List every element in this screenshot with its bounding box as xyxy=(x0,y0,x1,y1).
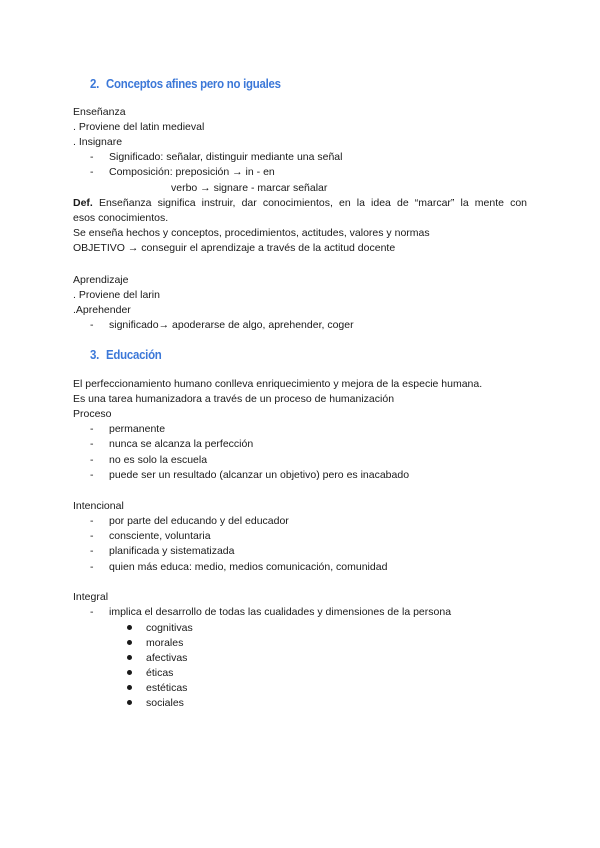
definition-line-2: esos conocimientos. xyxy=(73,212,169,224)
dash-marker: - xyxy=(90,606,94,618)
ensenanza-title: Enseñanza xyxy=(73,106,126,118)
section-heading-2 xyxy=(90,76,281,91)
sub-list-item xyxy=(127,697,184,710)
list-item xyxy=(90,438,254,451)
list-item-text: por parte del educando y del educador xyxy=(109,515,289,527)
list-item xyxy=(90,545,235,558)
bullet-icon xyxy=(127,625,132,630)
list-item xyxy=(90,469,410,482)
list-item-text: implica el desarrollo de todas las cualidades y dimensiones de la persona xyxy=(109,606,452,618)
bullet-icon xyxy=(127,700,132,705)
bullet-icon xyxy=(127,685,132,690)
sub-list-item-text: estéticas xyxy=(146,682,188,694)
education-intro-1: El perfeccionamiento humano conlleva enriquecimiento y mejora de la especie humana. xyxy=(73,378,483,390)
list-item-text: nunca se alcanza la perfección xyxy=(109,438,254,450)
list-item xyxy=(90,530,211,543)
definition-text: Enseñanza significa instruir, dar conocimientos, en la idea de “marcar” la mente con xyxy=(98,197,527,209)
sub-list-item xyxy=(127,667,174,680)
dash-marker: - xyxy=(90,515,94,527)
sub-list-item xyxy=(127,622,193,635)
list-item-text: Significado: señalar, distinguir mediante una señal xyxy=(109,151,343,163)
intencional-title: Intencional xyxy=(73,500,124,512)
bullet-icon xyxy=(127,670,132,675)
list-item xyxy=(90,606,452,619)
list-item xyxy=(90,151,343,164)
list-item-text: Composición: preposición → in - en xyxy=(109,166,275,178)
list-item xyxy=(90,454,208,467)
dash-marker: - xyxy=(90,319,94,331)
list-item xyxy=(90,515,289,528)
section-title: Conceptos afines pero no iguales xyxy=(106,76,281,91)
aprendizaje-title: Aprendizaje xyxy=(73,274,129,286)
integral-title: Integral xyxy=(73,591,109,603)
dash-marker: - xyxy=(90,545,94,557)
list-item-text: puede ser un resultado (alcanzar un objetivo) pero es inacabado xyxy=(109,469,410,481)
list-item-text: permanente xyxy=(109,423,166,435)
list-item-text: no es solo la escuela xyxy=(109,454,208,466)
aprendizaje-origin: . Proviene del larin xyxy=(73,289,160,301)
sub-list-item-text: afectivas xyxy=(146,652,188,664)
sub-list-item-text: morales xyxy=(146,637,184,649)
section-number: 2. xyxy=(90,76,100,91)
verb-line: verbo → signare - marcar señalar xyxy=(171,182,328,194)
section-number: 3. xyxy=(90,347,100,362)
education-intro-2: Es una tarea humanizadora a través de un proceso de humanización xyxy=(73,393,395,405)
dash-marker: - xyxy=(90,469,94,481)
proceso-title: Proceso xyxy=(73,408,112,420)
objective-line: OBJETIVO → conseguir el aprendizaje a través de la actitud docente xyxy=(73,242,396,254)
dash-marker: - xyxy=(90,423,94,435)
list-item xyxy=(90,319,354,332)
sub-list-item-text: cognitivas xyxy=(146,622,193,634)
dash-marker: - xyxy=(90,454,94,466)
list-item xyxy=(90,166,275,179)
definition-label: Def. xyxy=(73,197,93,209)
sub-list-item xyxy=(127,652,188,665)
sub-list-item xyxy=(127,637,184,650)
list-item xyxy=(90,423,166,436)
list-item-text: quien más educa: medio, medios comunicación, comunidad xyxy=(109,561,388,573)
definition-line-1 xyxy=(73,197,527,210)
section-title: Educación xyxy=(106,347,162,362)
list-item-text: consciente, voluntaria xyxy=(109,530,211,542)
section-heading-3 xyxy=(90,347,162,362)
bullet-icon xyxy=(127,640,132,645)
dash-marker: - xyxy=(90,151,94,163)
list-item xyxy=(90,561,388,574)
sub-list-item xyxy=(127,682,188,695)
dash-marker: - xyxy=(90,561,94,573)
sub-list-item-text: sociales xyxy=(146,697,184,709)
aprendizaje-term: .Aprehender xyxy=(73,304,131,316)
dash-marker: - xyxy=(90,166,94,178)
sub-list-item-text: éticas xyxy=(146,667,174,679)
bullet-icon xyxy=(127,655,132,660)
ensenanza-term: . Insignare xyxy=(73,136,123,148)
dash-marker: - xyxy=(90,438,94,450)
dash-marker: - xyxy=(90,530,94,542)
list-item-text: planificada y sistematizada xyxy=(109,545,235,557)
teach-line: Se enseña hechos y conceptos, procedimientos, actitudes, valores y normas xyxy=(73,227,430,239)
list-item-text: significado→ apoderarse de algo, aprehender, coger xyxy=(109,319,354,331)
ensenanza-origin: . Proviene del latin medieval xyxy=(73,121,205,133)
